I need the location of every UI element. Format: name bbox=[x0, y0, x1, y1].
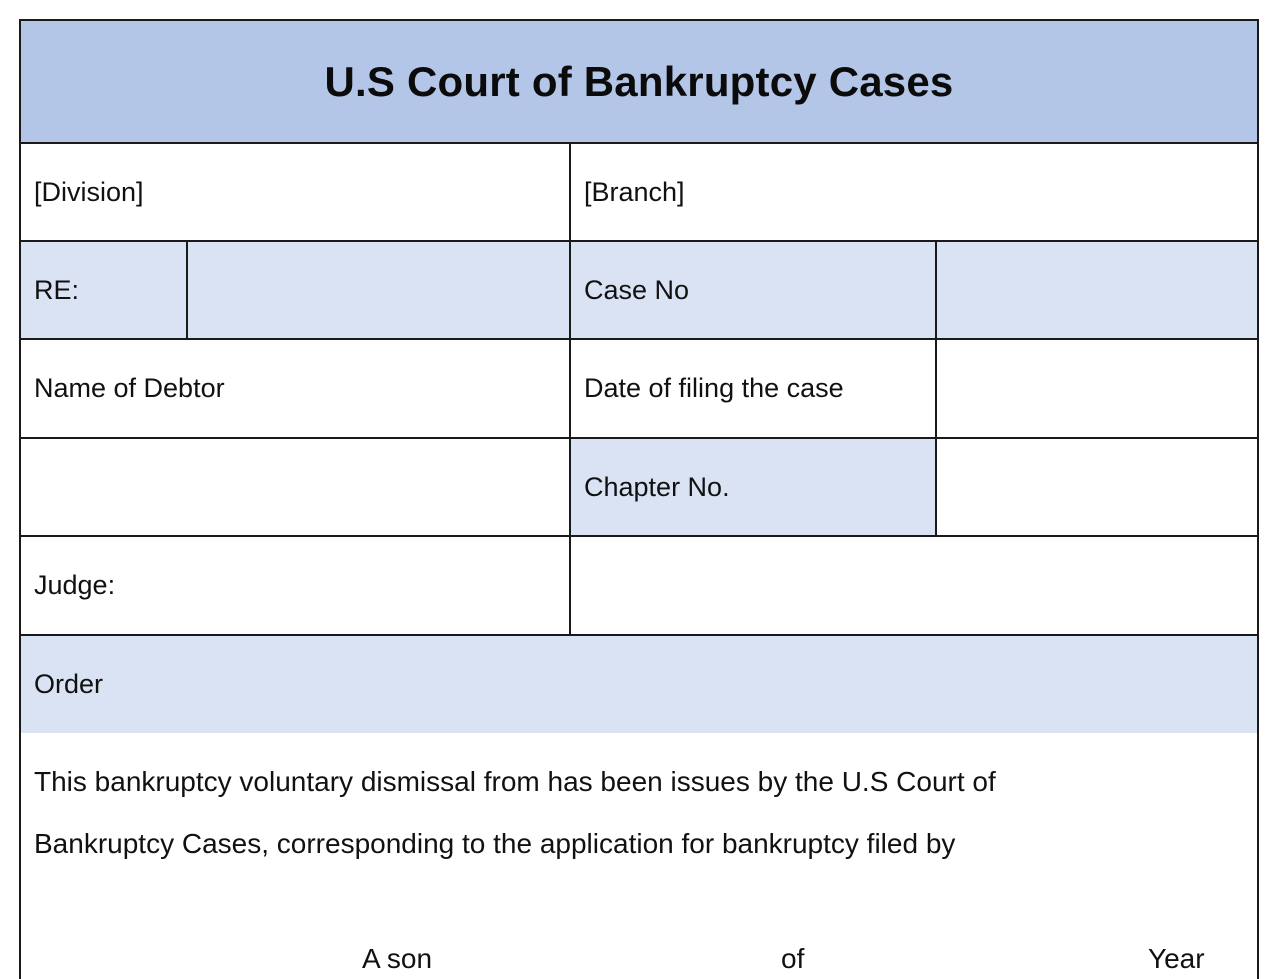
order-paragraph-line-2: Bankruptcy Cases, corresponding to the application for bankruptcy filed by bbox=[34, 828, 956, 859]
form-title: U.S Court of Bankruptcy Cases bbox=[324, 57, 954, 105]
judge-label-cell bbox=[21, 537, 569, 634]
chapter-label-cell bbox=[571, 439, 935, 535]
divider-line bbox=[21, 535, 1257, 537]
case-no-label: Case No bbox=[584, 274, 690, 305]
division-label: [Division] bbox=[34, 176, 144, 207]
son-label: A son bbox=[362, 943, 433, 974]
divider-line bbox=[21, 338, 1257, 340]
case-no-field[interactable] bbox=[937, 242, 1257, 338]
case-no-label-cell bbox=[571, 242, 935, 338]
divider-line bbox=[21, 240, 1257, 242]
order-paragraph-line-1: This bankruptcy voluntary dismissal from has been issues by the U.S Court of bbox=[34, 766, 996, 797]
debtor-label: Name of Debtor bbox=[34, 373, 225, 403]
column-divider bbox=[935, 240, 937, 535]
year-label: Year bbox=[1148, 943, 1205, 974]
bankruptcy-form bbox=[19, 19, 1259, 979]
order-header bbox=[21, 636, 1257, 733]
filing-date-label: Date of filing the case bbox=[584, 373, 844, 403]
re-value-field[interactable] bbox=[188, 242, 569, 338]
filing-date-label-cell bbox=[571, 340, 935, 437]
order-label: Order bbox=[34, 669, 104, 699]
debtor-label-cell bbox=[21, 340, 569, 437]
re-label-cell bbox=[21, 242, 186, 338]
chapter-label: Chapter No. bbox=[584, 471, 730, 502]
debtor-name-field[interactable] bbox=[21, 439, 569, 535]
divider-line bbox=[21, 437, 1257, 439]
chapter-field[interactable] bbox=[937, 439, 1257, 535]
branch-cell[interactable] bbox=[571, 144, 1257, 240]
judge-label: Judge: bbox=[34, 570, 116, 600]
column-divider bbox=[569, 142, 571, 634]
branch-label: [Branch] bbox=[584, 176, 685, 207]
column-divider bbox=[186, 240, 188, 338]
divider-line bbox=[21, 634, 1257, 636]
division-cell[interactable] bbox=[21, 144, 569, 240]
judge-field[interactable] bbox=[571, 537, 1257, 634]
re-label: RE: bbox=[34, 274, 80, 305]
filing-date-field[interactable] bbox=[937, 340, 1257, 437]
of-label: of bbox=[781, 943, 805, 974]
form-header bbox=[21, 21, 1257, 144]
